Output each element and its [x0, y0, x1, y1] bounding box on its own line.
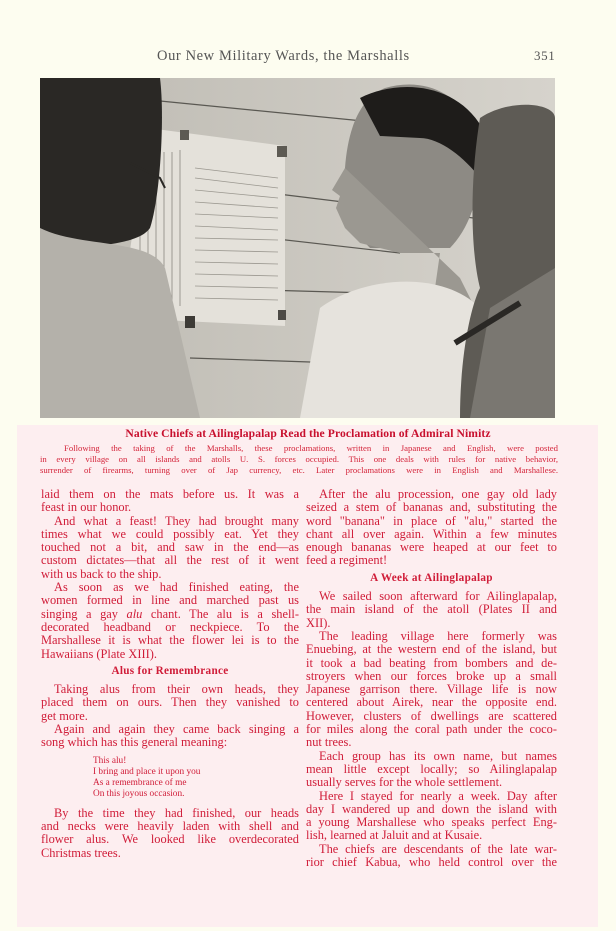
text-line: Hawaiians (Plate XIII).: [41, 646, 157, 661]
text-line: for miles along the coral path under the coco-: [306, 722, 557, 737]
text-line: Japanese garrison there. Village life is now: [306, 682, 557, 697]
caption-line: surrender of firearms, turning over of Jap currency, etc. Later proclamations were in English and Marshallese.: [40, 464, 558, 475]
caption-body: [40, 443, 558, 475]
section-heading: Alus for Remembrance: [111, 664, 229, 677]
paragraph: [41, 723, 299, 750]
text-line: chant all over again. Within a few minutes: [306, 526, 557, 541]
caption-line: in every village on all islands and atolls U. S. forces occupied. This one deals with rules for native behavior,: [40, 453, 558, 464]
text-line: the main island of the atoll (Plates II and: [306, 602, 557, 617]
text-line: [41, 608, 299, 621]
paragraph: [306, 843, 557, 870]
text-line: women formed in line and marched past us: [41, 593, 299, 608]
text-line: a young Marshallese who speaks perfect Eng-: [306, 815, 557, 830]
text-line: word "banana" in place of "alu," started the: [306, 513, 557, 528]
text-line: enough bananas were heaped at our feet to: [306, 540, 557, 555]
text-line: By the time they had finished, our heads: [54, 805, 299, 820]
paragraph: [306, 488, 557, 568]
song-verse: [41, 756, 299, 800]
running-title: Our New Military Wards, the Marshalls: [157, 48, 410, 64]
text-line: Marshallese it is what the flower lei is to the: [41, 633, 299, 648]
text-line: it took a bad beating from bombers and de-: [306, 655, 557, 670]
text-line: rior chief Kabua, who held control over the: [306, 855, 557, 870]
text-line: times what we could possibly eat. Yet they: [41, 526, 299, 541]
text-line: Here I stayed for nearly a week. Day after: [319, 788, 557, 803]
text-line: decorated headband or neckpiece. To the: [41, 619, 299, 634]
text-line: Enuebing, at the western end of the island, but: [306, 642, 557, 657]
paragraph: [306, 790, 557, 843]
paragraph: [41, 488, 299, 515]
paragraph: [41, 581, 299, 661]
page-number: 351: [534, 48, 556, 63]
text-line: touched not a bit, and saw in the end—as: [41, 540, 299, 555]
text-line: lish, learned at Jaluit and at Kusaie.: [306, 828, 483, 843]
text-line: Christmas trees.: [41, 845, 121, 860]
text-line: centered about Airek, near the opposite end.: [306, 695, 557, 710]
photo-illustration: [40, 78, 555, 418]
text-line: flower alus. We looked like overdecorated: [41, 832, 299, 847]
verse-line: On this joyous occasion.: [93, 788, 185, 799]
right-column: [306, 488, 557, 869]
text-line: As soon as we had finished eating, the: [54, 580, 299, 595]
text-line: song which has this general meaning:: [41, 735, 228, 750]
text-run: singing a gay: [41, 606, 127, 621]
text-line: seized a stem of bananas and, substituting the: [306, 500, 557, 515]
text-line: usually serves for the whole settlement.: [306, 775, 503, 790]
text-run: chant. The alu is a shell-: [142, 606, 299, 621]
verse-line: This alu!: [93, 755, 127, 766]
section-heading: A Week at Ailinglapalap: [370, 571, 493, 584]
text-line: day I wandered up and down the island with: [306, 801, 557, 816]
text-line: feed a regiment!: [306, 553, 388, 568]
photograph: [40, 78, 555, 418]
text-line: And what a feast! They had brought many: [54, 513, 299, 528]
text-line: laid them on the mats before us. It was a: [41, 487, 299, 501]
text-line: feast in our honor.: [41, 500, 132, 515]
text-line: nut trees.: [306, 735, 352, 750]
text-line: mean little except locally; so Ailinglapalap: [306, 761, 557, 776]
paragraph: [306, 590, 557, 630]
text-line: The chiefs are descendants of the late war-: [319, 841, 557, 856]
text-line: placed them on ours. Then they vanished to: [41, 695, 299, 710]
text-line: After the alu procession, one gay old lady: [319, 487, 557, 501]
caption-line: Following the taking of the Marshalls, these proclamations, written in Japanese and English, were posted: [64, 443, 558, 453]
text-line: The leading village here formerly was: [319, 628, 557, 643]
italic-term: alu: [126, 606, 143, 621]
paragraph: [41, 515, 299, 581]
verse-line: I bring and place it upon you: [93, 766, 201, 777]
text-line: Again and again they came back singing a: [54, 722, 299, 737]
text-line: However, clusters of dwellings are scattered: [306, 708, 557, 723]
text-line: stroyers when our forces broke up a small: [306, 668, 557, 683]
text-line: Taking alus from their own heads, they: [54, 682, 299, 697]
text-line: Each group has its own name, but names: [319, 748, 557, 763]
text-line: and necks were heavily laden with shell and: [41, 818, 299, 833]
caption-title: Native Chiefs at Ailinglapalap Read the Proclamation of Admiral Nimitz: [125, 427, 491, 440]
paragraph: [41, 807, 299, 860]
paragraph: [306, 750, 557, 790]
paragraph: [306, 630, 557, 750]
paragraph: [41, 683, 299, 723]
running-head: [0, 48, 616, 68]
left-column: [41, 488, 299, 860]
text-line: custom dictates—that all the rest of it went: [41, 553, 299, 568]
text-line: We sailed soon afterward for Ailinglapalap,: [319, 589, 557, 604]
text-line: XII).: [306, 615, 331, 630]
text-line: with us back to the ship.: [41, 566, 162, 581]
text-line: get more.: [41, 708, 88, 723]
verse-line: As a remembrance of me: [93, 777, 187, 788]
